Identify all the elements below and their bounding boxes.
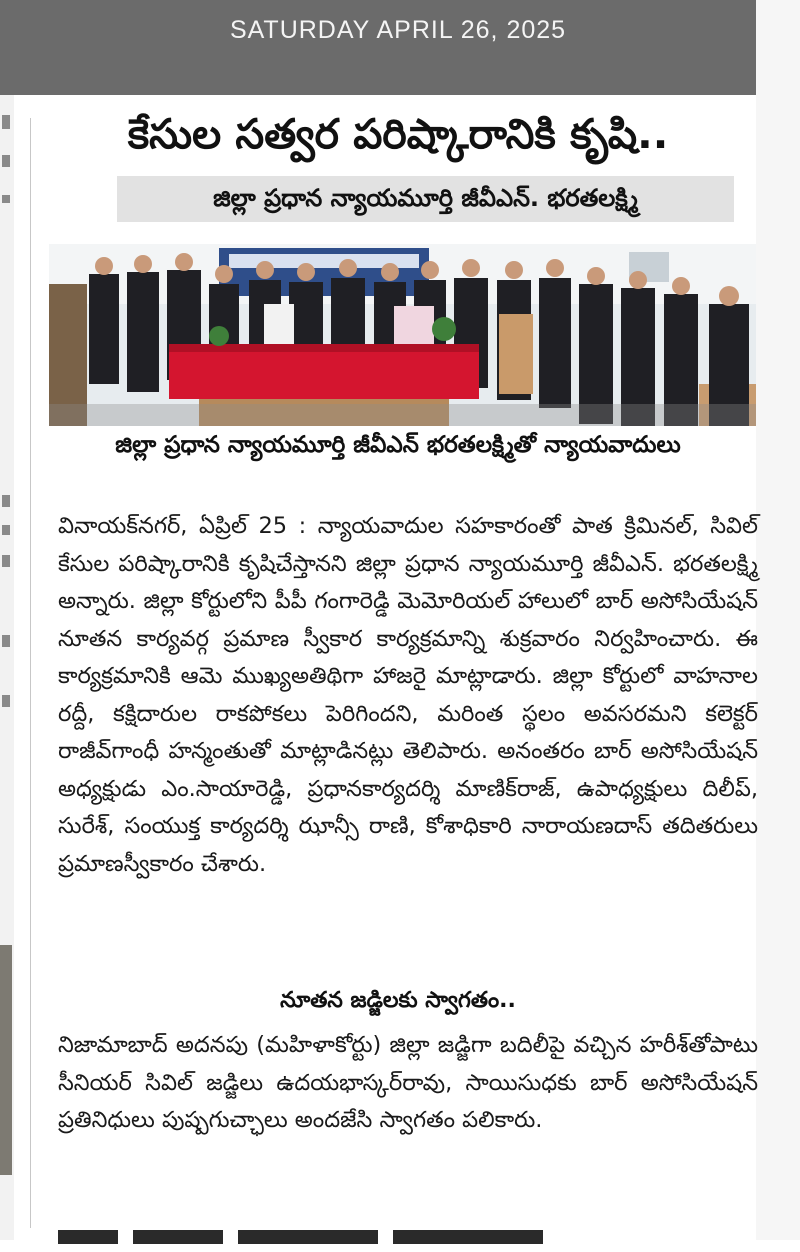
section-heading: నూతన జడ్జిలకు స్వాగతం.. (280, 988, 516, 1013)
article-paragraph-1: వినాయక్‌నగర్, ఏప్రిల్ 25 : న్యాయవాదుల సహకారంతో పాత క్రిమినల్, సివిల్ కేసుల పరిష్కారానికి కృషిచేస్తానని జిల్లా ప్రధాన న్యాయమూర్తి జీవీఎన్. భరతలక్ష్మి అన్నారు. జిల్లా కోర్టులోని పీపీ గంగారెడ్డి మెమోరియల్ హాలులో బార్ అసోసియేషన్ నూతన కార్యవర్గ ప్రమాణ స్వీకార కార్యక్రమాన్ని శుక్రవారం నిర్వహించారు. ఈ కార్యక్రమానికి ఆమె ముఖ్యఅతిథిగా హాజరై మాట్లాడారు. జిల్లా కోర్టులో వాహనాల రద్దీ, కక్షిదారుల రాకపోకలు పెరిగిందని, మరింత స్థలం అవసరమని కలెక్టర్ రాజీవ్‌గాంధీ హన్మంతుతో మాట్లాడినట్లు తెలిపారు. అనంతరం బార్ అసోసియేషన్ అధ్యక్షుడు ఎం.సాయారెడ్డి, ప్రధానకార్యదర్శి మాణిక్‌రాజ్, ఉపాధ్యక్షులు దిలీప్, సురేశ్, సంయుక్త కార్యదర్శి ఝాన్సీ రాణి, కోశాధికారి నారాయణదాస్ తదితరులు ప్రమాణస్వీకారం చేశారు. (58, 513, 758, 877)
next-article-cut-off (58, 1222, 578, 1252)
column-divider (30, 118, 31, 1228)
group-photo-icon (49, 244, 756, 426)
adjacent-column-fragment (0, 95, 14, 1240)
newspaper-header-bar (0, 0, 756, 95)
article-headline: కేసుల సత్వర పరిష్కారానికి కృషి.. (127, 110, 669, 158)
article-paragraph-2: నిజామాబాద్ అదనపు (మహిళాకోర్టు) జిల్లా జడ్జిగా బదిలీపై వచ్చిన హరీశ్‌తోపాటు సీనియర్ సివిల్ జడ్జిలు ఉదయభాస్కర్‌రావు, సాయిసుధకు బార్ అసోసియేషన్ ప్రతినిధులు పుష్పగుచ్ఛాలు అందజేసి స్వాగతం పలికారు. (58, 1032, 758, 1133)
photo-caption: జిల్లా ప్రధాన న్యాయమూర్తి జీవీఎన్ భరతలక్ష్మితో న్యాయవాదులు (115, 432, 681, 458)
edition-date: SATURDAY APRIL 26, 2025 (229, 16, 567, 44)
article-subheadline: జిల్లా ప్రధాన న్యాయమూర్తి జీవీఎన్. భరతలక్ష్మి (213, 184, 638, 212)
page-margin-right (756, 0, 800, 1240)
